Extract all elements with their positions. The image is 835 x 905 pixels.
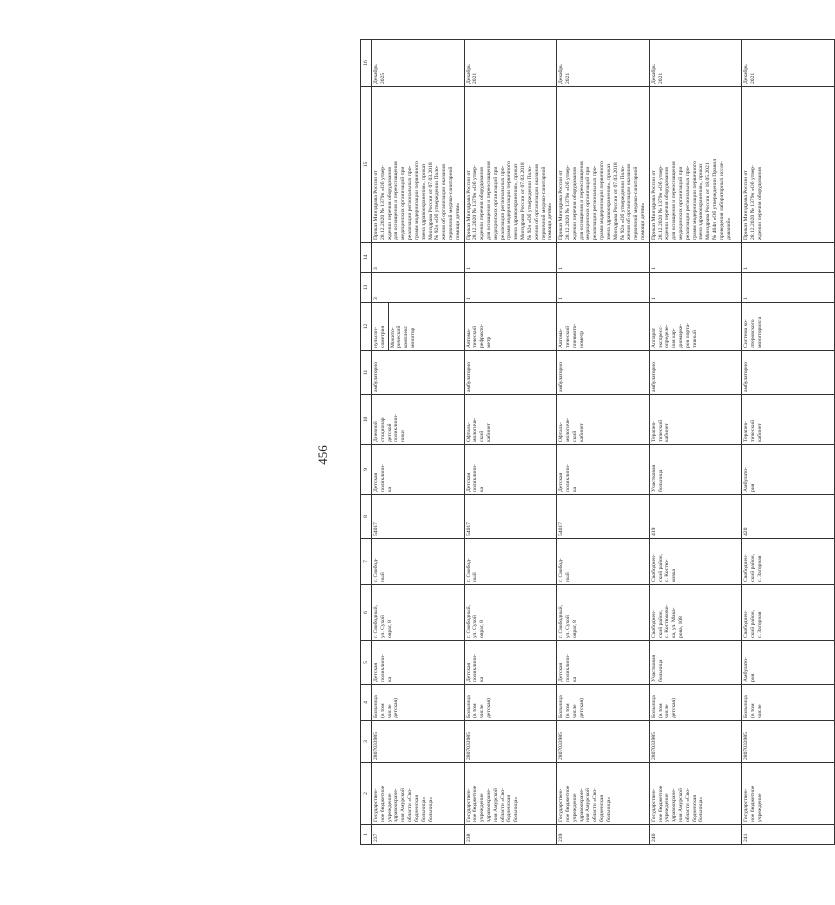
cell-col-2: Государствен- ное бюджетное учреждение здравоохране- ния Амурской области «Сво- бодненская больница»	[464, 763, 557, 825]
cell-col-12: Автома- тический рефракто- метр	[464, 303, 557, 351]
cell-col-10: Офталь- мологиче- ский кабинет	[557, 395, 650, 445]
col-header-1: 1	[361, 825, 372, 845]
cell-col-7: Свободнен- ский район, с. Загорная	[742, 539, 835, 585]
cell-col-12-fragment: нульсон- сометрия	[373, 303, 389, 350]
table-body	[372, 40, 835, 845]
cell-col-3: 2807033985	[557, 721, 650, 763]
cell-col-9: Амбулато- рия	[742, 445, 835, 495]
cell-col-15: Приказ Минздрава России от 28.12.2020 № 1379н «Об утвер- ждении перечня оборудования для оснащения и переоснащения медицинских организаций при реализации региональных про- грамм модернизации первичного звена здравоохранения», приказ Минздрава России от 07.03.2018 № 92н «Об утверждении Поло- жения об организации оказания первичной медико-санитарной помощи детям»	[372, 87, 465, 243]
cell-col-13: 1	[557, 273, 650, 303]
col-header-2: 2	[361, 763, 372, 825]
cell-col-1: 239	[557, 825, 650, 845]
col-header-11: 11	[361, 351, 372, 395]
cell-col-10: Офталь- мологиче- ский кабинет	[464, 395, 557, 445]
cell-col-4: Больница (в том числе детская)	[464, 685, 557, 721]
col-header-16: 16	[361, 40, 372, 87]
cell-col-13: 1	[649, 273, 742, 303]
cell-col-15: Приказ Минздрава России от 28.12.2020 № 1379н «Об утвер- ждении перечня оборудования для оснащения и переоснащения медицинских организаций при реализации региональных про- грамм модернизации первичного звена здравоохранения», приказ Минздрава России от 18.05.2021 № 464н «Об утверждении Правил проведения лабораторных иссле- дований»	[649, 87, 742, 243]
cell-col-8: 54017	[464, 495, 557, 539]
cell-col-1: 240	[649, 825, 742, 845]
cell-col-2: Государствен- ное бюджетное учреждение здравоохране- ния Амурской области «Сво- бодненская больница» больница»	[372, 763, 465, 825]
cell-col-1: 238	[464, 825, 557, 845]
rotated-table-container	[360, 40, 835, 845]
cell-col-8: 54017	[557, 495, 650, 539]
cell-col-2: Государствен- ное бюджетное учреждение здравоохране- ния Амурской области «Сво- бодненская больница»	[649, 763, 742, 825]
cell-col-11: амбулаторно	[372, 351, 465, 395]
cell-col-2: Государствен- ное бюджетное учреждение здравоохране- ния Амурской области «Сво- бодненская больница»	[557, 763, 650, 825]
table-row	[372, 40, 465, 845]
cell-col-11: амбулаторно	[649, 351, 742, 395]
cell-col-14: 1	[649, 243, 742, 273]
cell-col-11: амбулаторно	[742, 351, 835, 395]
column-number-row	[361, 40, 372, 845]
col-header-12: 12	[361, 303, 372, 351]
col-header-13: 13	[361, 273, 372, 303]
cell-col-14: 1	[464, 243, 557, 273]
cell-col-4: Больница (в том числе детская)	[372, 685, 465, 721]
cell-col-10: Дневной стационар детской поликлини- ники	[372, 395, 465, 445]
cell-col-16: Декабрь 2025	[372, 40, 465, 87]
cell-col-12: Система хо- лтеровского мониторинга	[742, 303, 835, 351]
cell-col-10: Терапев- тический кабинет	[742, 395, 835, 445]
cell-col-6: Свободнен- ский район, с. Костюкови- ка, ул. Мака- рова, 108	[649, 585, 742, 641]
cell-col-5: Амбулато- рия	[742, 641, 835, 685]
cell-col-14: 1	[742, 243, 835, 273]
cell-col-11: амбулаторно	[464, 351, 557, 395]
cell-col-3: 2807033985	[464, 721, 557, 763]
cell-col-3: 2807033985	[742, 721, 835, 763]
cell-col-14: 1	[557, 243, 650, 273]
cell-col-7: г. Свобод- ный	[557, 539, 650, 585]
cell-col-12-text: Монито- рический комплекс монитор	[389, 325, 417, 348]
table-row	[464, 40, 557, 845]
cell-col-16: Декабрь 2021	[649, 40, 742, 87]
cell-col-4: Больница (в том числе детская)	[557, 685, 650, 721]
cell-col-5: Детская поликлини- ка	[557, 641, 650, 685]
cell-col-8: 419	[649, 495, 742, 539]
cell-col-6: г. Свободный, ул. Сухой овраг, 8	[557, 585, 650, 641]
cell-col-3: 2807033985	[372, 721, 465, 763]
cell-col-9: Детская поликлини- ка	[372, 445, 465, 495]
col-header-15: 15	[361, 87, 372, 243]
table-row	[557, 40, 650, 845]
page-number: 456	[315, 445, 330, 465]
cell-col-9: Участковая больница	[649, 445, 742, 495]
col-header-8: 8	[361, 495, 372, 539]
cell-col-6: г. Свободный, ул. Сухой овраг, 8	[464, 585, 557, 641]
cell-col-7: г. Свобод- ный	[464, 539, 557, 585]
cell-col-13: 1	[742, 273, 835, 303]
cell-col-6: г. Свободный, ул. Сухой овраг, 8	[372, 585, 465, 641]
cell-col-16: Декабрь 2021	[557, 40, 650, 87]
cell-col-16: Декабрь 2021	[464, 40, 557, 87]
equipment-register-table	[360, 39, 835, 845]
col-header-7: 7	[361, 539, 372, 585]
cell-col-9: Детская поликлини- ка	[464, 445, 557, 495]
cell-col-11: амбулаторно	[557, 351, 650, 395]
cell-col-5: Детская поликлини- ка	[464, 641, 557, 685]
col-header-14: 14	[361, 243, 372, 273]
col-header-9: 9	[361, 445, 372, 495]
cell-col-8: 420	[742, 495, 835, 539]
cell-col-12	[372, 303, 465, 351]
cell-col-15: Приказ Минздрава России от 28.12.2020 № 1379н «Об утвер- ждении перечня оборудования для оснащения и переоснащения медицинских организаций при реализации региональных про- грамм модернизации первичного звена здравоохранения», приказ Минздрава России от 07.03.2018 № 92н «Об утверждении Поло- жения об организации оказания первичной медико-санитарной помощи детям»	[464, 87, 557, 243]
cell-col-13: 3	[372, 273, 465, 303]
cell-col-13: 1	[464, 273, 557, 303]
col-header-4: 4	[361, 685, 372, 721]
cell-col-5: Детская поликлини- ка	[372, 641, 465, 685]
cell-col-9: Детская поликлини- ка	[557, 445, 650, 495]
col-header-5: 5	[361, 641, 372, 685]
cell-col-5: Участковая больница	[649, 641, 742, 685]
cell-col-10: Терапев- тический кабинет	[649, 395, 742, 445]
col-header-3: 3	[361, 721, 372, 763]
cell-col-12: Автома- тический пневмото- нометр	[557, 303, 650, 351]
cell-col-7: Свободнен- ский район, с. Костю- ковка	[649, 539, 742, 585]
cell-col-15: Приказ Минздрава России от 28.12.2020 № 1379н «Об утвер- ждении перечня оборудования	[742, 87, 835, 243]
cell-col-4: Больница (в том числе детская)	[649, 685, 742, 721]
table-row	[649, 40, 742, 845]
col-header-10: 10	[361, 395, 372, 445]
table-row	[742, 40, 835, 845]
cell-col-3: 2807033985	[649, 721, 742, 763]
cell-col-14: 3	[372, 243, 465, 273]
cell-col-12: Аппарат экспресс- определе- ния кар- диомарке- ров порта- тивный	[649, 303, 742, 351]
cell-col-15: Приказ Минздрава России от 28.12.2020 № 1379н «Об утвер- ждении перечня оборудования для оснащения и переоснащения медицинских организаций при реализации региональных про- грамм модернизации первичного звена здравоохранения», приказ Минздрава России от 07.03.2018 № 92н «Об утверждении Поло- жения об организации оказания первичной медико-санитарной помощи детям»	[557, 87, 650, 243]
cell-col-1: 241	[742, 825, 835, 845]
cell-col-4: Больница (в том числе	[742, 685, 835, 721]
cell-col-1: 237	[372, 825, 465, 845]
cell-col-6: Свободнен- ский район, с. Загорная	[742, 585, 835, 641]
cell-col-8: 54017	[372, 495, 465, 539]
cell-col-7: г. Свобод- ный	[372, 539, 465, 585]
cell-col-2: Государствен- ное бюджетное учреждение	[742, 763, 835, 825]
col-header-6: 6	[361, 585, 372, 641]
cell-col-16: Декабрь 2021	[742, 40, 835, 87]
